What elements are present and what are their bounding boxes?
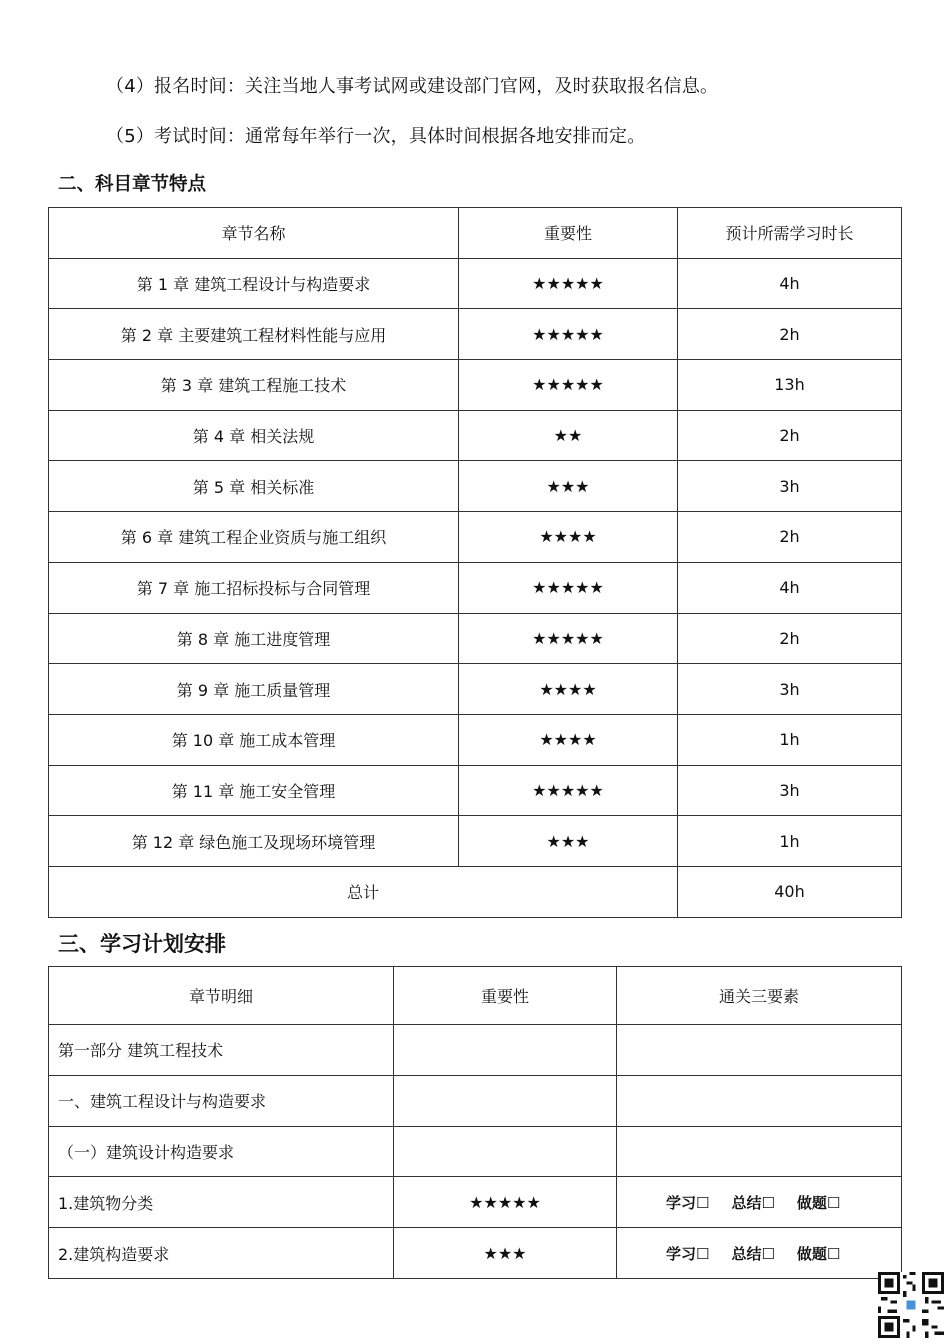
paragraph-exam-time: （5）考试时间：通常每年举行一次，具体时间根据各地安排而定。 xyxy=(106,126,646,147)
section-title-study-plan: 三、学习计划安排 xyxy=(58,932,226,956)
chapter-name: 第 5 章 相关标准 xyxy=(49,461,459,512)
table-header-row xyxy=(49,208,902,259)
table-header-row xyxy=(49,967,902,1025)
chapter-name: 第 1 章 建筑工程设计与构造要求 xyxy=(49,258,459,309)
table-row xyxy=(49,1025,902,1076)
table-row xyxy=(49,410,902,461)
table-row xyxy=(49,1126,902,1177)
practice-checkbox[interactable]: 做题☐ xyxy=(796,1193,841,1212)
study-hours: 3h xyxy=(678,461,902,512)
paragraph-registration-time: （4）报名时间：关注当地人事考试网或建设部门官网，及时获取报名信息。 xyxy=(106,76,719,97)
importance-stars: ★★★★ xyxy=(459,714,678,765)
importance-stars: ★★★★★ xyxy=(459,360,678,411)
practice-checkbox[interactable]: 做题☐ xyxy=(796,1244,841,1263)
importance-stars: ★★★★★ xyxy=(459,258,678,309)
study-hours: 2h xyxy=(678,613,902,664)
section-title-chapter-features: 二、科目章节特点 xyxy=(58,174,207,195)
importance-stars: ★★★★ xyxy=(459,512,678,563)
chapter-name: 第 4 章 相关法规 xyxy=(49,410,459,461)
table-row xyxy=(49,765,902,816)
table-row xyxy=(49,258,902,309)
importance-stars: ★★★ xyxy=(459,461,678,512)
header-importance: 重要性 xyxy=(394,967,617,1025)
three-elements-cell xyxy=(617,1228,902,1279)
study-hours: 3h xyxy=(678,765,902,816)
chapter-name: 第 8 章 施工进度管理 xyxy=(49,613,459,664)
study-hours: 2h xyxy=(678,410,902,461)
three-elements-cell xyxy=(617,1126,902,1177)
study-hours: 1h xyxy=(678,816,902,867)
chapter-detail: 第一部分 建筑工程技术 xyxy=(49,1025,394,1076)
table-row xyxy=(49,562,902,613)
chapter-name: 第 6 章 建筑工程企业资质与施工组织 xyxy=(49,512,459,563)
importance-stars: ★★★★ xyxy=(459,664,678,715)
importance-stars: ★★★★★ xyxy=(459,562,678,613)
table-row xyxy=(49,512,902,563)
table-row xyxy=(49,1075,902,1126)
table-row xyxy=(49,309,902,360)
table-row xyxy=(49,613,902,664)
study-hours: 13h xyxy=(678,360,902,411)
importance-stars: ★★★★★ xyxy=(459,613,678,664)
table-row xyxy=(49,461,902,512)
table-row xyxy=(49,664,902,715)
study-hours: 4h xyxy=(678,258,902,309)
study-hours: 1h xyxy=(678,714,902,765)
chapter-detail: 2.建筑构造要求 xyxy=(49,1228,394,1279)
qr-code-icon xyxy=(878,1272,944,1338)
table-row xyxy=(49,1228,902,1279)
chapter-detail: 一、建筑工程设计与构造要求 xyxy=(49,1075,394,1126)
table-row xyxy=(49,714,902,765)
total-row xyxy=(49,866,902,917)
chapter-detail: （一）建筑设计构造要求 xyxy=(49,1126,394,1177)
study-hours: 4h xyxy=(678,562,902,613)
table-row xyxy=(49,1177,902,1228)
study-plan-table xyxy=(48,966,902,1279)
chapter-name: 第 3 章 建筑工程施工技术 xyxy=(49,360,459,411)
importance-stars xyxy=(394,1075,617,1126)
total-label: 总计 xyxy=(49,866,678,917)
chapter-name: 第 7 章 施工招标投标与合同管理 xyxy=(49,562,459,613)
importance-stars: ★★★ xyxy=(394,1228,617,1279)
study-checkbox[interactable]: 学习☐ xyxy=(666,1244,710,1263)
importance-stars: ★★★★★ xyxy=(394,1177,617,1228)
header-chapter-detail: 章节明细 xyxy=(49,967,394,1025)
total-hours: 40h xyxy=(678,866,902,917)
header-three-elements: 通关三要素 xyxy=(617,967,902,1025)
importance-stars: ★★★★★ xyxy=(459,309,678,360)
chapter-name: 第 2 章 主要建筑工程材料性能与应用 xyxy=(49,309,459,360)
header-importance: 重要性 xyxy=(459,208,678,259)
chapter-name: 第 12 章 绿色施工及现场环境管理 xyxy=(49,816,459,867)
header-chapter-name: 章节名称 xyxy=(49,208,459,259)
three-elements-cell xyxy=(617,1177,902,1228)
study-hours: 3h xyxy=(678,664,902,715)
three-elements-cell xyxy=(617,1025,902,1076)
importance-stars xyxy=(394,1126,617,1177)
importance-stars: ★★ xyxy=(459,410,678,461)
header-study-hours: 预计所需学习时长 xyxy=(678,208,902,259)
importance-stars: ★★★★★ xyxy=(459,765,678,816)
table-row xyxy=(49,360,902,411)
summary-checkbox[interactable]: 总结☐ xyxy=(731,1193,775,1212)
importance-stars xyxy=(394,1025,617,1076)
importance-stars: ★★★ xyxy=(459,816,678,867)
study-hours: 2h xyxy=(678,309,902,360)
chapter-name: 第 9 章 施工质量管理 xyxy=(49,664,459,715)
three-elements-cell xyxy=(617,1075,902,1126)
study-checkbox[interactable]: 学习☐ xyxy=(666,1193,710,1212)
study-hours: 2h xyxy=(678,512,902,563)
chapter-name: 第 10 章 施工成本管理 xyxy=(49,714,459,765)
chapter-features-table xyxy=(48,207,902,918)
summary-checkbox[interactable]: 总结☐ xyxy=(731,1244,775,1263)
table-row xyxy=(49,816,902,867)
chapter-name: 第 11 章 施工安全管理 xyxy=(49,765,459,816)
chapter-detail: 1.建筑物分类 xyxy=(49,1177,394,1228)
